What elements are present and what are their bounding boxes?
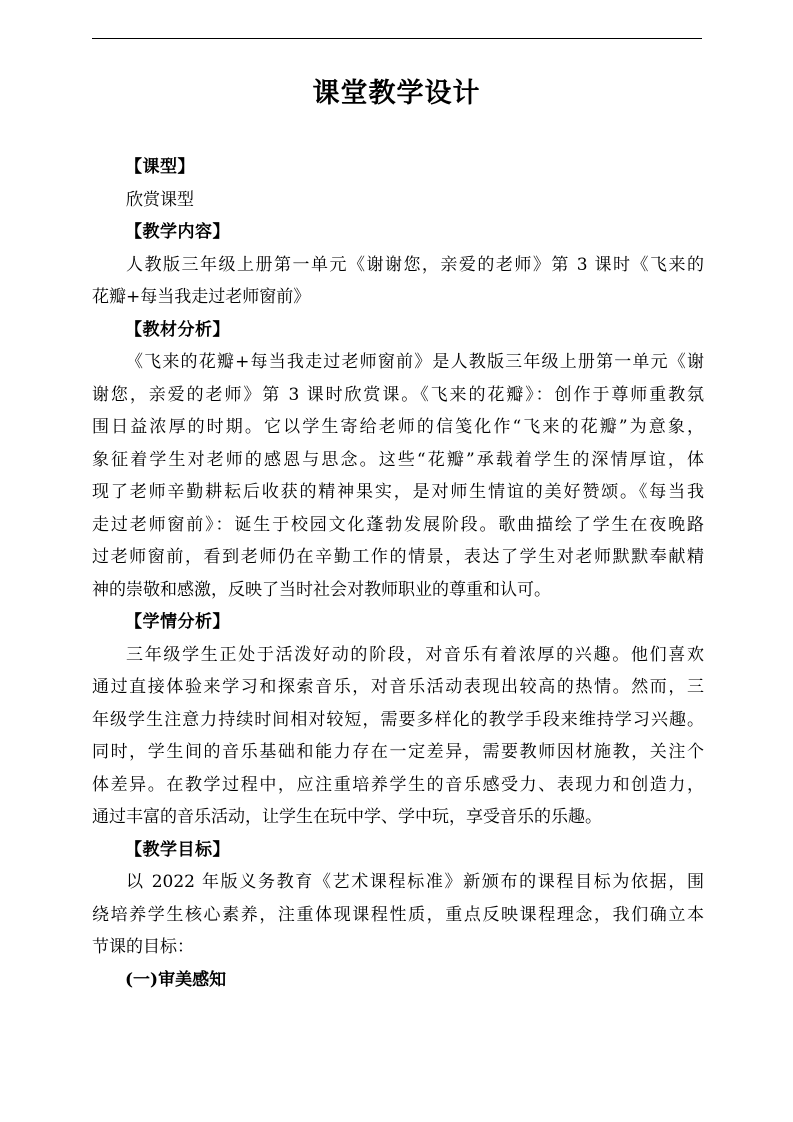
paragraph-line: 通过丰富的音乐活动，让学生在玩中学、学中玩，享受音乐的乐趣。: [92, 807, 602, 827]
paragraph-line: 现了老师辛勤耕耘后收获的精神果实，是对师生情谊的美好赞颂。《每当我: [92, 482, 704, 502]
paragraph-line: 走过老师窗前》：诞生于校园文化蓬勃发展阶段。歌曲描绘了学生在夜晚路: [92, 514, 704, 535]
section-heading-textbook-analysis: 【教材分析】: [125, 319, 230, 340]
section-heading-teaching-goals: 【教学目标】: [125, 839, 230, 860]
paragraph-line: 以 2022 年版义务教育《艺术课程标准》新颁布的课程目标为依据，围: [126, 872, 704, 892]
paragraph-line: 《飞来的花瓣+每当我走过老师窗前》是人教版三年级上册第一单元《谢: [126, 352, 704, 372]
paragraph-line: 人教版三年级上册第一单元《谢谢您，亲爱的老师》第 3 课时《飞来的: [126, 254, 704, 275]
subheading-aesthetic-perception: (一)审美感知: [125, 969, 227, 990]
paragraph-line: 绕培养学生核心素养，注重体现课程性质，重点反映课程理念，我们确立本: [92, 904, 704, 925]
header-rule: [92, 38, 702, 39]
paragraph-line: 三年级学生正处于活泼好动的阶段，对音乐有着浓厚的兴趣。他们喜欢: [126, 644, 704, 665]
paragraph-line: 欣赏课型: [126, 189, 194, 210]
paragraph-line: 花瓣+每当我走过老师窗前》: [92, 287, 311, 307]
paragraph-line: 象征着学生对老师的感恩与思念。这些“花瓣”承载着学生的深情厚谊，体: [92, 449, 704, 470]
section-heading-teaching-content: 【教学内容】: [125, 222, 230, 242]
document-body: [92, 151, 704, 996]
paragraph-line: 体差异。在教学过程中，应注重培养学生的音乐感受力、表现力和创造力，: [92, 774, 704, 795]
paragraph-line: 过老师窗前，看到老师仍在辛勤工作的情景，表达了学生对老师默默奉献精: [92, 547, 704, 567]
paragraph-line: 通过直接体验来学习和探索音乐，对音乐活动表现出较高的热情。然而，三: [92, 677, 704, 697]
section-heading-learner-analysis: 【学情分析】: [125, 612, 230, 632]
page-title: 课堂教学设计: [312, 78, 481, 109]
paragraph-line: 围日益浓厚的时期。它以学生寄给老师的信笺化作“飞来的花瓣”为意象，: [92, 417, 704, 437]
paragraph-line: 谢您，亲爱的老师》第 3 课时欣赏课。《飞来的花瓣》：创作于尊师重教氛: [92, 384, 704, 405]
paragraph-line: 年级学生注意力持续时间相对较短，需要多样化的教学手段来维持学习兴趣。: [92, 709, 704, 730]
paragraph-line: 节课的目标：: [92, 937, 194, 957]
paragraph-line: 神的崇敬和感激，反映了当时社会对教师职业的尊重和认可。: [92, 579, 551, 600]
section-heading-lesson-type: 【课型】: [125, 157, 195, 177]
paragraph-line: 同时，学生间的音乐基础和能力存在一定差异，需要教师因材施教，关注个: [92, 742, 704, 762]
